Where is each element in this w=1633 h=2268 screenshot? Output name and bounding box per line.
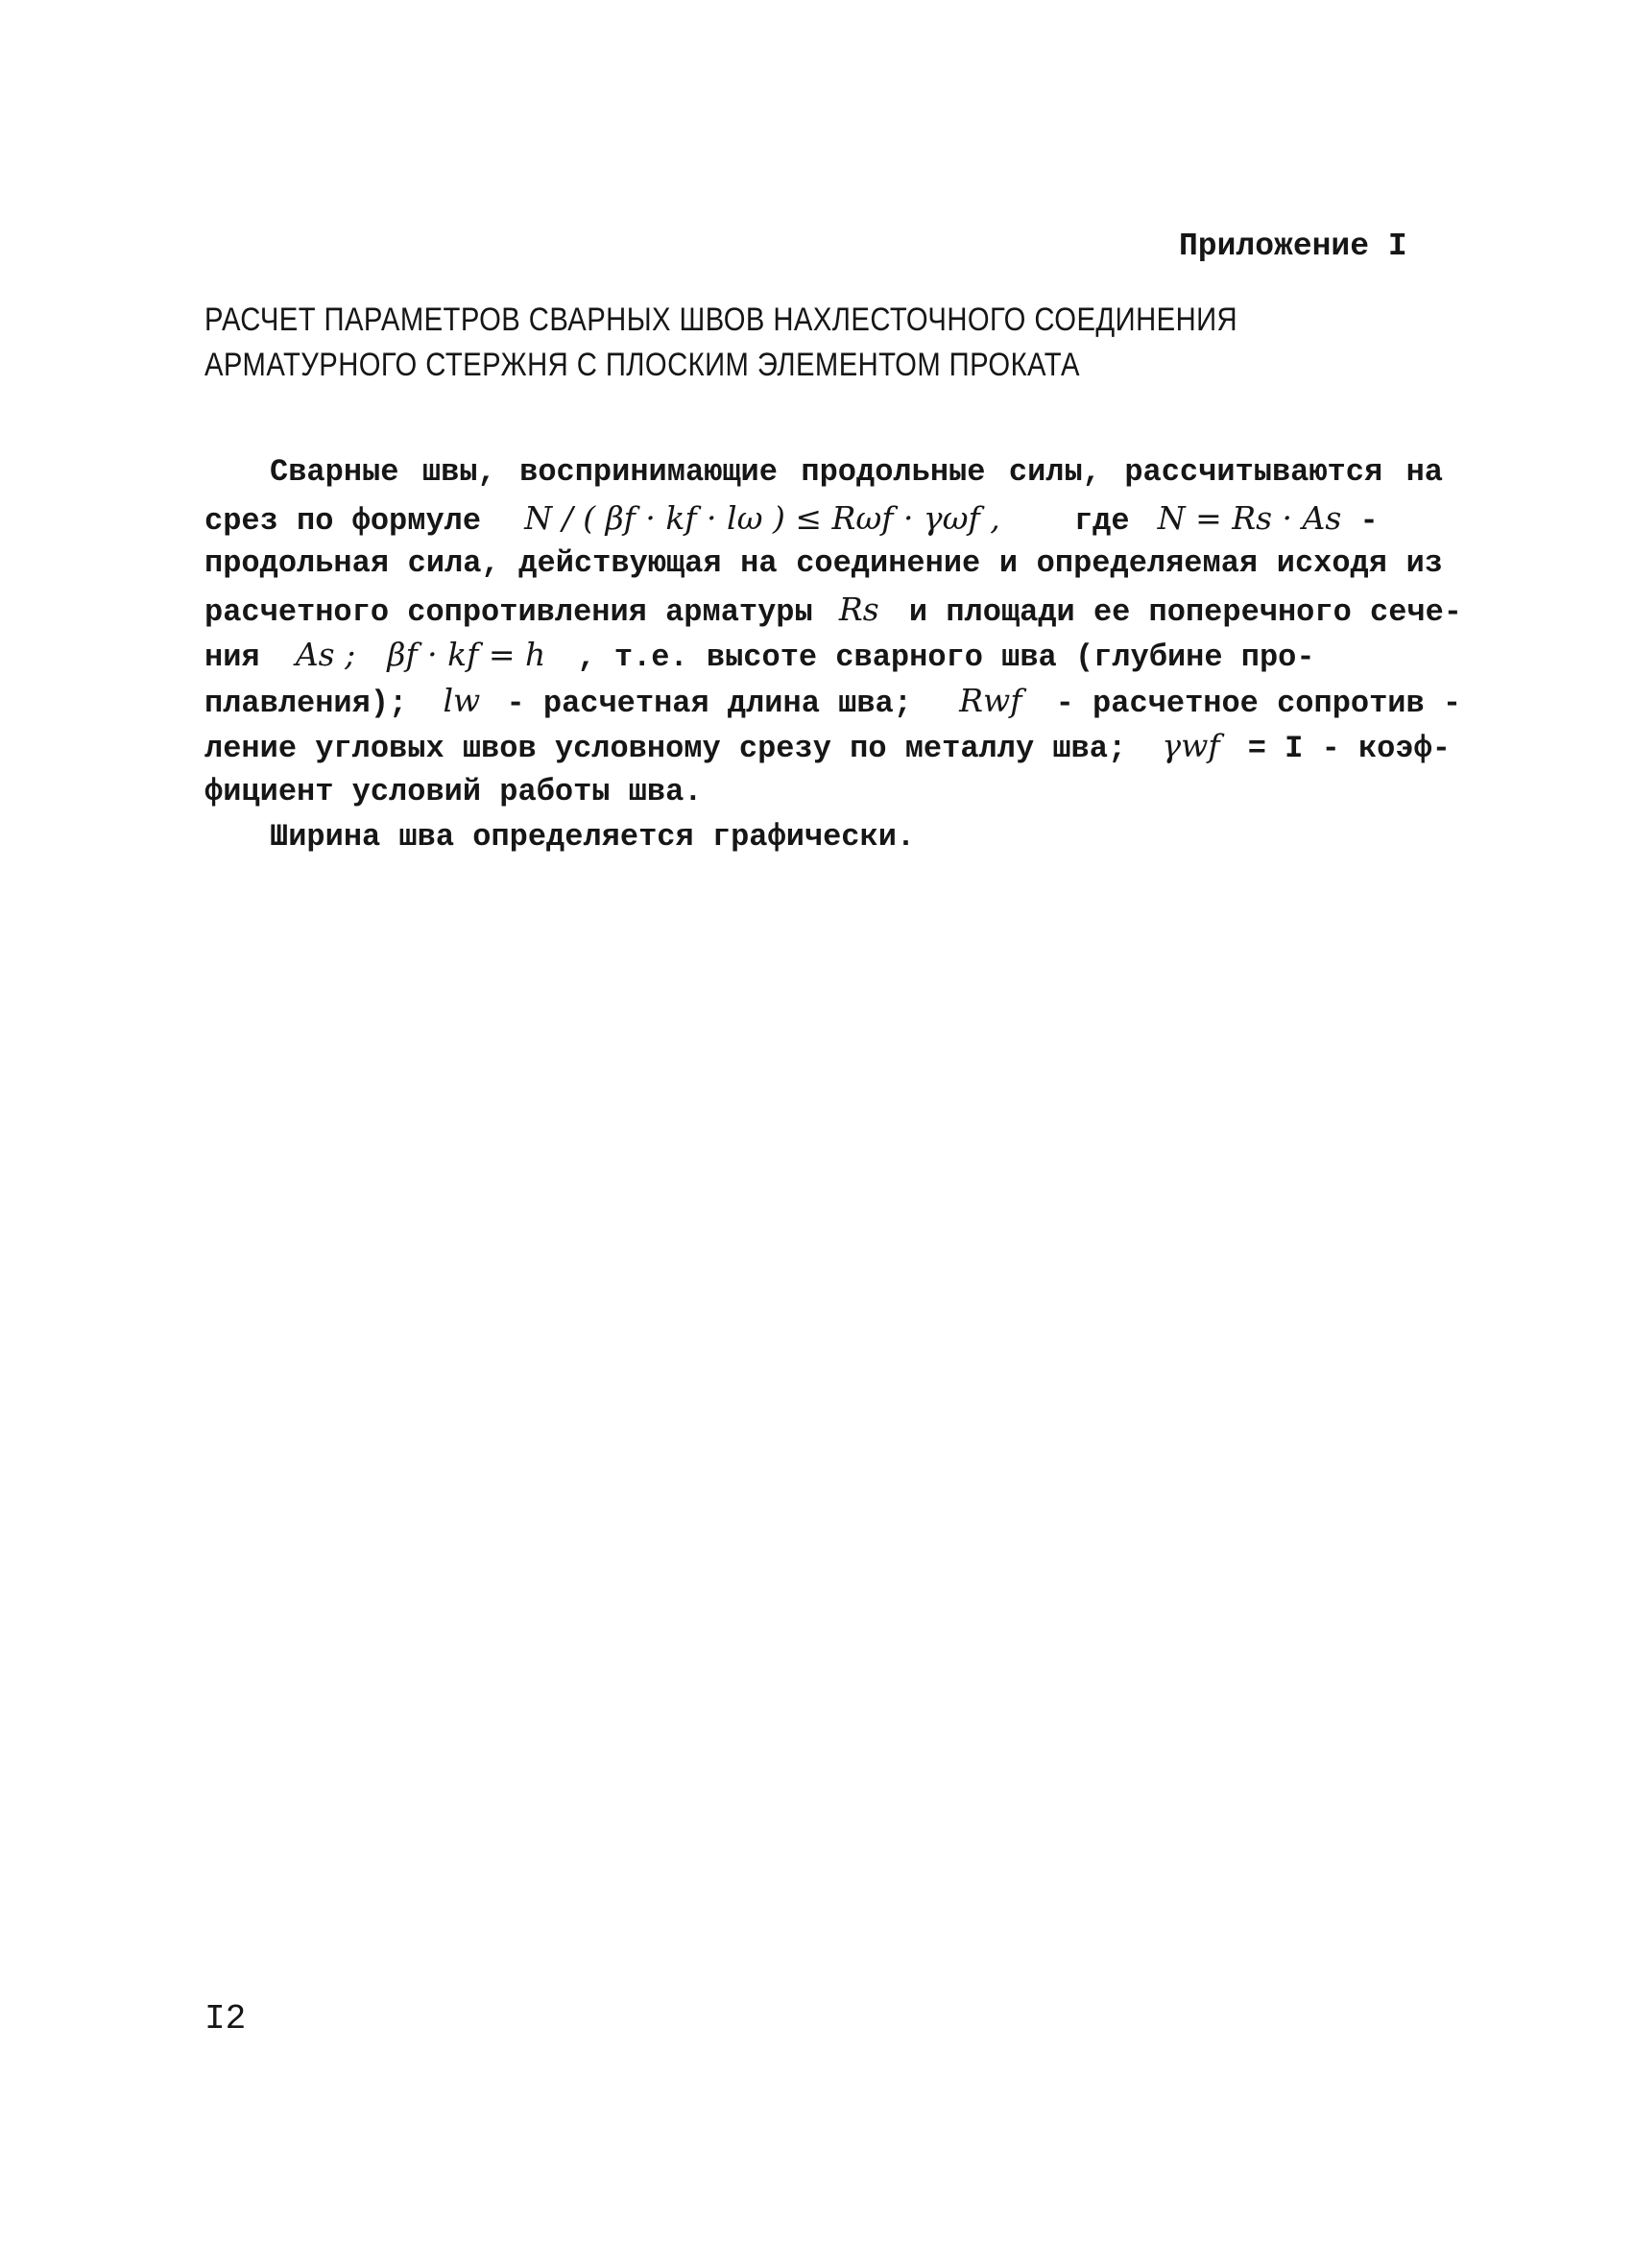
body-line-1: Сварные швы, воспринимающие продольные силы, рассчитываются на [270,454,1443,490]
text-segment: плавления); [204,685,408,721]
text-segment: ление угловых швов условному срезу по металлу шва; [204,731,1127,766]
text-segment: - [1359,502,1379,539]
body-line-9: Ширина шва определяется графически. [270,819,916,855]
text-segment: , т.е. высоте сварного шва (глубине про- [577,639,1315,675]
body-line-7 [204,723,1451,769]
text-segment: - расчетная длина шва; [506,685,912,721]
body-line-4 [204,587,1462,633]
text-segment: ния [204,639,260,675]
document-title [204,298,1237,388]
body-line-2 [204,495,1443,542]
body-line-5 [204,632,1443,678]
appendix-label: Приложение I [1179,229,1407,264]
text-segment: срез по формуле [204,502,482,539]
title-line-1: РАСЧЕТ ПАРАМЕТРОВ СВАРНЫХ ШВОВ НАХЛЕСТОЧНОГО СОЕДИНЕНИЯ [204,302,1238,338]
page-number: I2 [204,1999,247,2039]
text-segment: - расчетное сопротив - [1055,685,1462,721]
body-paragraph [204,449,1462,860]
text-segment: где [1073,502,1130,539]
formula-shear: N / ( βf · kf · lω ) ≤ Rωf · γωf , [524,498,1000,537]
title-line-2: АРМАТУРНОГО СТЕРЖНЯ С ПЛОСКИМ ЭЛЕМЕНТОМ ПРОКАТА [204,347,1080,383]
symbol-gamma-wf: γwf [1162,727,1220,764]
text-segment: и площади ее поперечного сече- [908,593,1462,630]
symbol-rwf: Rwf [959,681,1022,719]
text-segment: расчетного сопротивления арматуры [204,593,813,630]
formula-force: N = Rs · As [1157,498,1342,537]
text-segment: = I - коэф- [1247,731,1451,766]
body-line-6 [204,678,1462,724]
body-line-8: фициент условий работы шва. [204,773,703,809]
symbol-lw: lw [443,681,481,719]
body-line-3: продольная сила, действующая на соединение и определяемая исходя из [204,545,1443,581]
symbol-as: As ; [295,636,356,673]
symbol-rs: Rs [838,590,879,628]
formula-leg: βf · kf = h [387,636,546,673]
